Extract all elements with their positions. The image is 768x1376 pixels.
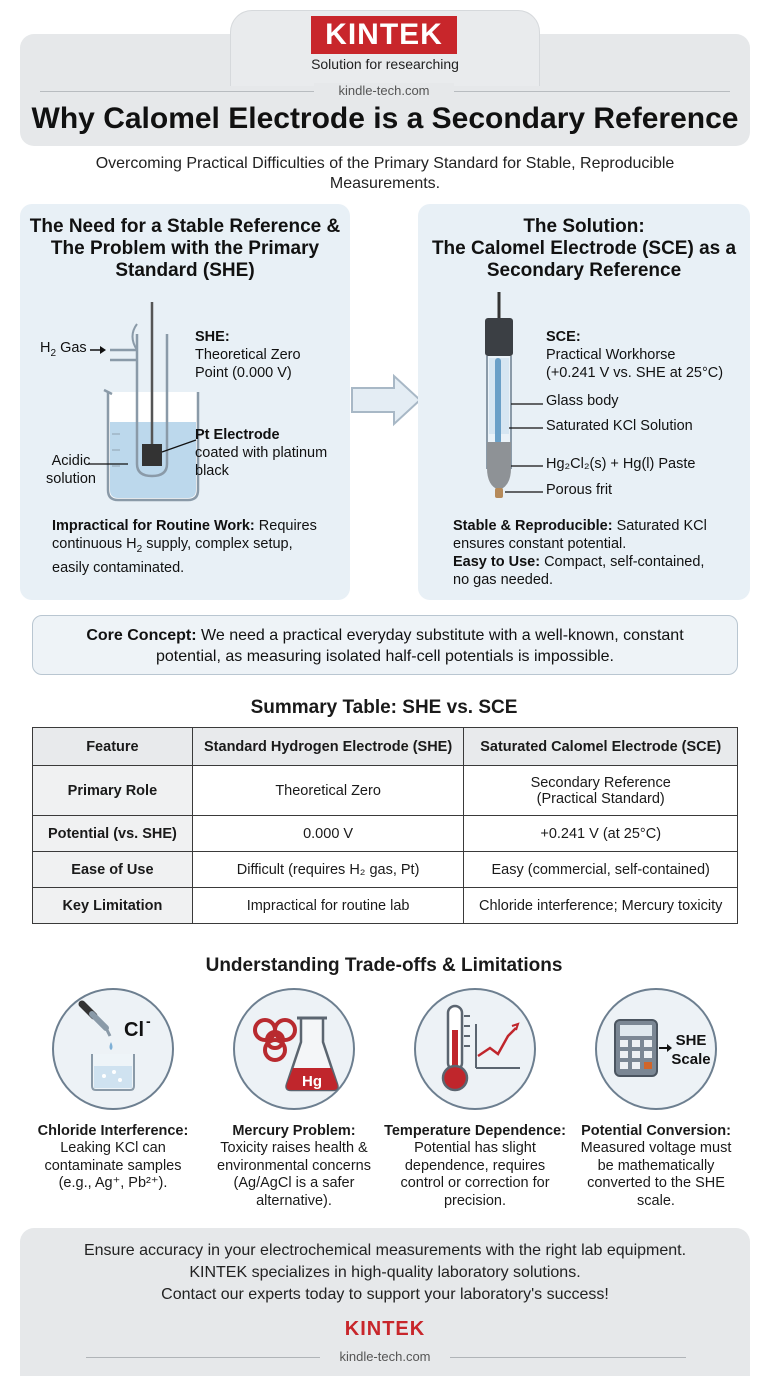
- table-cell: Chloride interference; Mercury toxicity: [464, 888, 738, 924]
- table-cell: Primary Role: [33, 766, 193, 816]
- page-subtitle: Overcoming Practical Difficulties of the Primary Standard for Stable, Reproducible Measurements.: [95, 155, 675, 192]
- glass-body-label: Glass body: [546, 393, 619, 409]
- table-cell: Easy (commercial, self-contained): [464, 852, 738, 888]
- kcl-solution-label: Saturated KCl Solution: [546, 418, 693, 434]
- calculator-icon: [595, 988, 717, 1110]
- tradeoffs-title: Understanding Trade-offs & Limitations: [205, 955, 563, 976]
- tradeoff-heading: Mercury Problem:: [232, 1123, 356, 1139]
- table-cell: Difficult (requires H₂ gas, Pt): [192, 852, 464, 888]
- table-cell: Secondary Reference (Practical Standard): [464, 766, 738, 816]
- impractical-note: Impractical for Routine Work: Requires continuous $H_2$ supply, complex setup, easily contaminated.: [52, 518, 317, 576]
- kintek-logo[interactable]: KINTEK: [311, 16, 457, 54]
- table-header: Saturated Calomel Electrode (SCE): [464, 728, 738, 766]
- tradeoff-heading: Chloride Interference:: [37, 1123, 189, 1139]
- acid-label: Acidic solution: [46, 453, 96, 487]
- sce-label: SCE: Practical Workhorse (+0.241 V vs. SHE at 25°C): [546, 329, 724, 381]
- footer-text-1: Ensure accuracy in your electrochemical measurements with the right lab equipment.: [83, 1242, 687, 1259]
- footer-logo[interactable]: KINTEK: [344, 1318, 426, 1340]
- table-row: [33, 888, 738, 924]
- table-header: Feature: [33, 728, 193, 766]
- summary-table-title: Summary Table: SHE vs. SCE: [250, 697, 518, 718]
- arrow-right-icon: [350, 372, 424, 428]
- table-cell: +0.241 V (at 25°C): [464, 816, 738, 852]
- thermometer-graph-icon: [414, 988, 536, 1110]
- core-concept-box: Core Concept: We need a practical everyday substitute with a well-known, constant potential, as measuring isolated half-cell potentials is impossible.: [32, 615, 738, 675]
- mercury-symbol: Hg: [302, 1073, 322, 1090]
- she-scale-label-2: Scale: [671, 1051, 711, 1068]
- table-cell: Key Limitation: [33, 888, 193, 924]
- sce-benefits: Stable & Reproducible: Saturated KCl ensures constant potential. Easy to Use: Compact, self-contained, no gas needed.: [453, 518, 707, 588]
- chloride-symbol: Cl: [124, 1019, 144, 1041]
- tradeoff-body: Toxicity raises health & environmental concerns (Ag/AgCl is a safer alternative).: [217, 1140, 371, 1209]
- gas-label: $H_2$ Gas: [40, 340, 87, 359]
- sce-panel: [418, 204, 750, 600]
- table-row: [33, 816, 738, 852]
- tradeoff-body: Potential has slight dependence, requires control or correction for precision.: [400, 1140, 550, 1209]
- tagline: Solution for researching: [311, 56, 459, 72]
- table-cell: Theoretical Zero: [192, 766, 464, 816]
- paste-label: Hg₂Cl₂(s) + Hg(l) Paste: [546, 456, 696, 472]
- tradeoff-heading: Temperature Dependence:: [384, 1123, 566, 1139]
- table-cell: Potential (vs. SHE): [33, 816, 193, 852]
- svg-text:-: -: [146, 1013, 151, 1029]
- she-label: SHE: Theoretical Zero Point (0.000 V): [195, 329, 301, 381]
- she-panel: [20, 204, 350, 600]
- chloride-dropper-icon: [52, 988, 174, 1110]
- header-url[interactable]: kindle-tech.com: [314, 83, 454, 98]
- footer-text-2: KINTEK specializes in high-quality laboratory solutions.: [189, 1264, 581, 1281]
- table-header: Standard Hydrogen Electrode (SHE): [192, 728, 464, 766]
- she-panel-title: The Need for a Stable Reference & The Problem with the Primary Standard (SHE): [29, 216, 341, 281]
- footer-text-3: Contact our experts today to support your laboratory's success!: [161, 1286, 609, 1303]
- table-header-row: [33, 728, 738, 766]
- page-title: Why Calomel Electrode is a Secondary Reference: [31, 102, 739, 135]
- table-row: [33, 852, 738, 888]
- footer-panel: [20, 1228, 750, 1376]
- table-cell: Impractical for routine lab: [192, 888, 464, 924]
- sce-panel-title: The Solution: The Calomel Electrode (SCE) as a Secondary Reference: [431, 216, 737, 281]
- biohazard-flask-icon: [233, 988, 355, 1110]
- tradeoff-body: Measured voltage must be mathematically converted to the SHE scale.: [580, 1140, 732, 1209]
- porous-frit-label: Porous frit: [546, 482, 613, 498]
- tradeoff-body: Leaking KCl can contaminate samples (e.g., Ag⁺, Pb²⁺).: [44, 1140, 182, 1191]
- sce-electrode-illustration: [473, 292, 553, 502]
- footer-url[interactable]: kindle-tech.com: [320, 1349, 450, 1364]
- table-cell: Ease of Use: [33, 852, 193, 888]
- pt-electrode-label: Pt Electrode coated with platinum black: [195, 427, 328, 479]
- tradeoff-heading: Potential Conversion:: [581, 1123, 731, 1139]
- table-cell: 0.000 V: [192, 816, 464, 852]
- summary-table: [32, 727, 738, 924]
- table-row: [33, 766, 738, 816]
- she-scale-label: SHE: [675, 1032, 707, 1049]
